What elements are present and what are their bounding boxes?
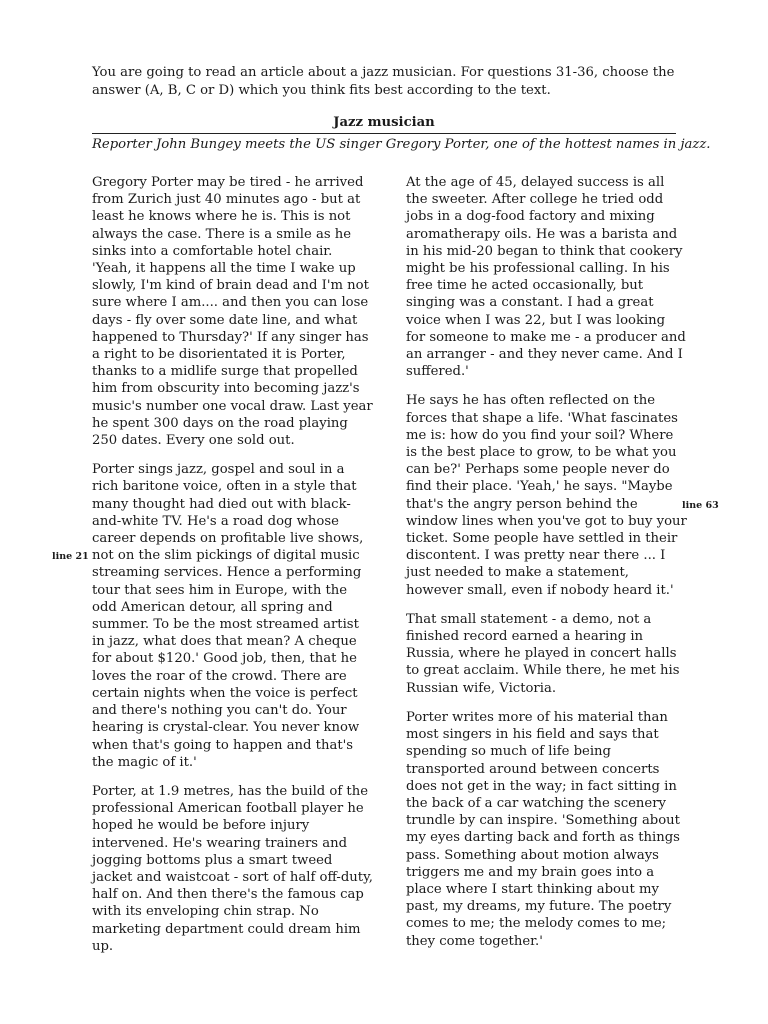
article-left-column bbox=[92, 174, 374, 967]
article-title: Jazz musician bbox=[333, 115, 435, 130]
paragraph: Porter, at 1.9 metres, has the build of the professional American football player he hoped he would be before injury intervened. He's wearing trainers and jogging bottoms plus a smart tweed jacket and waistcoat - sort of half off-duty, half on. And then there's the famous cap with its enveloping chin strap. No marketing department could dream him up. bbox=[92, 783, 373, 954]
task-instructions: You are going to read an article about a jazz musician. For questions 31-36, choose the answer (A, B, C or D) which you think fits best according to the text. bbox=[92, 65, 675, 98]
paragraph: Porter writes more of his material than most singers in his field and says that spending so much of life being transported around between concerts does not get in the way; in fact sitting in the back of a car watching the scenery trundle by can inspire. 'Something about my eyes darting back and forth as things pass. Something about motion always triggers me and my brain goes into a place where I start thinking about my past, my dreams, my future. The poetry comes to me; the melody comes to me; they come together.' bbox=[406, 709, 680, 949]
paragraph: He says he has often reflected on the forces that shape a life. 'What fascinates me is: how do you find your soil? Where is the best place to grow, to be what you can be?' Perhaps some people never do find their place. 'Yeah,' he says. "Maybe that's the angry person behind the window lines when you've got to buy your ticket. Some people have settled in their discontent. I was pretty near there ... I just needed to make a statement, however small, even if nobody heard it.' bbox=[406, 393, 687, 598]
article-right-column bbox=[406, 174, 688, 962]
paragraph: At the age of 45, delayed success is all the sweeter. After college he tried odd jobs in a dog-food factory and mixing aromatherapy oils. He was a barista and in his mid-20 began to think that cookery might be his professional calling. In his free time he acted occasionally, but singing was a constant. I had a great voice when I was 22, but I was looking for someone to make me - a producer and an arranger - and they never came. And I suffered.' bbox=[406, 175, 686, 380]
article-subtitle: Reporter John Bungey meets the US singer Gregory Porter, one of the hottest names in jazz. bbox=[92, 137, 711, 152]
paragraph: Gregory Porter may be tired - he arrived from Zurich just 40 minutes ago - but at least he knows where he is. This is not always the case. There is a smile as he sinks into a comfortable hotel chair. 'Yeah, it happens all the time I wake up slowly, I'm kind of brain dead and I'm not sure where I am.... and then you can lose days - fly over some date line, and what happened to Thursday?' If any singer has a right to be disorientated it is Porter, thanks to a midlife surge that propelled him from obscurity into becoming jazz's music's number one vocal draw. Last year he spent 300 days on the road playing 250 dates. Every one sold out. bbox=[92, 175, 373, 449]
paragraph: That small statement - a demo, not a finished record earned a hearing in Russia, where he played in concert halls to great acclaim. While there, he met his Russian wife, Victoria. bbox=[406, 611, 680, 696]
paragraph: Porter sings jazz, gospel and soul in a rich baritone voice, often in a style that many thought had died out with black-and-white TV. He's a road dog whose career depends on profitable live shows, not on the slim pickings of digital music streaming services. Hence a performing tour that sees him in Europe, with the odd American detour, all spring and summer. To be the most streamed artist in jazz, what does that mean? A cheque for about $120.' Good job, then, that he loves the roar of the crowd. There are certain nights when the voice is perfect and there's nothing you can't do. Your hearing is crystal-clear. You never know when that's going to happen and that's the magic of it.' bbox=[92, 462, 364, 770]
line-21-marker: line 21 bbox=[52, 551, 89, 562]
title-divider bbox=[92, 133, 676, 134]
line-63-marker: line 63 bbox=[682, 500, 719, 511]
